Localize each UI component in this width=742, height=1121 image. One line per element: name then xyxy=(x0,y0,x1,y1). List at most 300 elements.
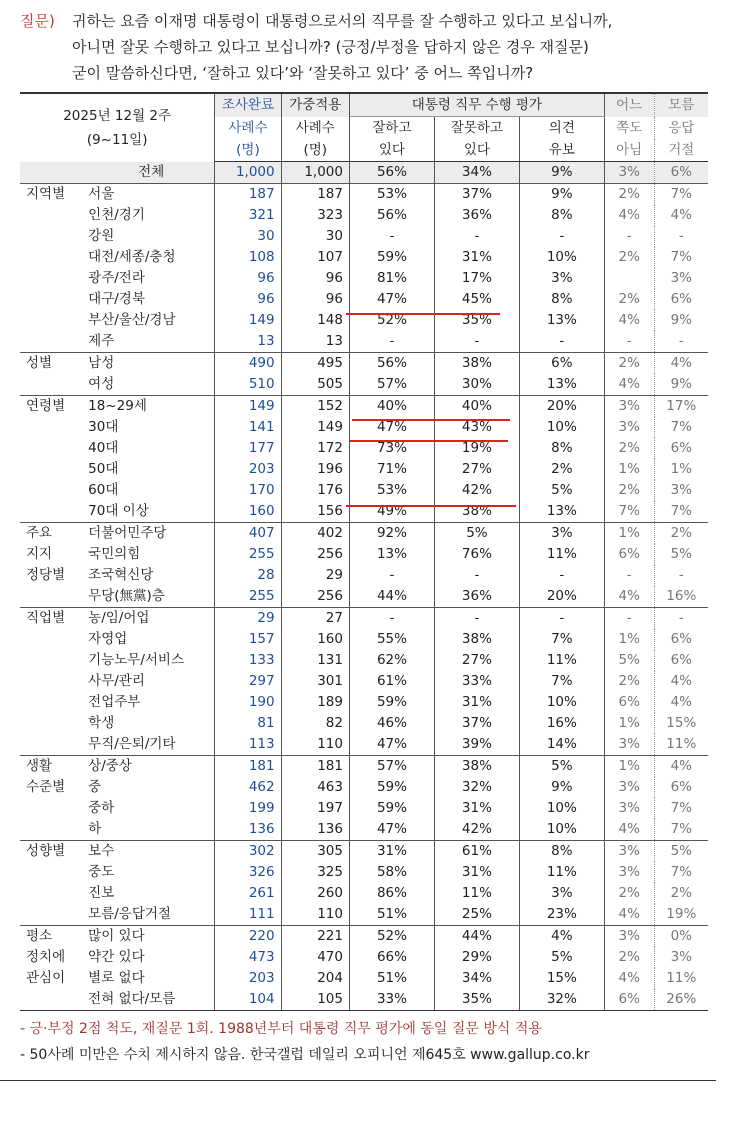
period-line2: (9~11일) xyxy=(86,131,148,148)
table-row xyxy=(20,671,708,692)
cell-reserved: 10% xyxy=(519,798,604,819)
group-label: 직업별 xyxy=(20,608,82,630)
footnote-source: - 50사례 미만은 수치 제시하지 않음. 한국갤럽 데일리 오피니언 제645호 www.gallup.co.kr xyxy=(20,1047,590,1063)
cell-good: 58% xyxy=(349,862,434,883)
row-label: 하 xyxy=(82,819,215,841)
cell-unknown: 17% xyxy=(654,396,708,418)
cell-neither: - xyxy=(604,226,654,247)
cell-good: 55% xyxy=(349,629,434,650)
cell-weighted: 181 xyxy=(281,756,349,778)
cell-neither: 2% xyxy=(604,671,654,692)
cell-bad: 36% xyxy=(434,586,519,608)
cell-good: 71% xyxy=(349,459,434,480)
row-label: 40대 xyxy=(82,438,215,459)
group-label xyxy=(20,417,82,438)
cell-reserved: - xyxy=(519,565,604,586)
cell-bad: 31% xyxy=(434,247,519,268)
cell-reserved: 8% xyxy=(519,841,604,863)
cell-unknown: - xyxy=(654,608,708,630)
cell-reserved: 7% xyxy=(519,629,604,650)
completed-header-2: 사례수 xyxy=(215,117,281,140)
row-label: 광주/전라 xyxy=(82,268,215,289)
cell-unknown: 4% xyxy=(654,353,708,375)
cell-unknown: 1% xyxy=(670,461,692,477)
cell-good: 59% xyxy=(349,692,434,713)
cell-weighted: 172 xyxy=(281,438,349,459)
question-line: 굳이 말씀하신다면, ‘잘하고 있다’와 ‘잘못하고 있다’ 중 어느 쪽입니까? xyxy=(72,64,534,82)
cell-bad: 27% xyxy=(434,459,519,480)
cell-weighted: 305 xyxy=(281,841,349,863)
cell-bad: 39% xyxy=(434,734,519,756)
cell-unknown: 9% xyxy=(670,376,692,392)
cell-good: 61% xyxy=(349,671,434,692)
group-label xyxy=(20,459,82,480)
cell-reserved: 10% xyxy=(519,819,604,841)
cell-good: 56% xyxy=(349,162,434,184)
row-label: 남성 xyxy=(82,353,215,375)
table-row xyxy=(20,968,708,989)
cell-completed: 104 xyxy=(215,989,281,1011)
table-row xyxy=(20,989,708,1011)
cell-reserved: - xyxy=(519,226,604,247)
group-label: 연령별 xyxy=(20,396,82,418)
row-label: 전업주부 xyxy=(82,692,215,713)
group-label: 수준별 xyxy=(26,779,66,795)
cell-completed: 473 xyxy=(215,947,281,968)
cell-good: 52% xyxy=(349,926,434,948)
cell-reserved: 8% xyxy=(519,289,604,310)
group-label xyxy=(20,734,82,756)
table-row xyxy=(20,289,708,310)
cell-bad: 19% xyxy=(434,438,519,459)
cell-bad: - xyxy=(434,565,519,586)
cell-good: 57% xyxy=(349,374,434,396)
cell-unknown: 6% xyxy=(670,440,692,456)
cell-completed: 326 xyxy=(215,862,281,883)
cell-bad: 31% xyxy=(434,692,519,713)
cell-completed: 13 xyxy=(215,331,281,353)
question-line: 귀하는 요즘 이재명 대통령이 대통령으로서의 직무를 잘 수행하고 있다고 보십니까, xyxy=(72,12,613,30)
row-label: 전혀 없다/모름 xyxy=(82,989,215,1011)
cell-completed: 141 xyxy=(215,417,281,438)
cell-neither: 6% xyxy=(604,989,654,1011)
cell-reserved: 20% xyxy=(519,586,604,608)
cell-unknown: 3% xyxy=(670,482,692,498)
row-label: 중 xyxy=(82,777,215,798)
row-label: 대전/세종/충청 xyxy=(82,247,215,268)
group-label xyxy=(20,713,82,734)
group-label: 성별 xyxy=(20,353,82,375)
cell-unknown: 2% xyxy=(654,523,708,545)
cell-neither: 1% xyxy=(604,713,654,734)
table-row xyxy=(20,841,708,863)
group-label: 생활 xyxy=(20,756,82,778)
cell-bad: 31% xyxy=(434,862,519,883)
cell-good: 44% xyxy=(349,586,434,608)
reserved-header-2: 유보 xyxy=(519,139,604,162)
table-row xyxy=(20,798,708,819)
cell-weighted: 107 xyxy=(281,247,349,268)
cell-bad: 42% xyxy=(434,819,519,841)
cell-completed: 149 xyxy=(215,396,281,418)
cell-reserved: 6% xyxy=(519,353,604,375)
cell-reserved: 5% xyxy=(519,756,604,778)
table-row xyxy=(20,162,708,184)
cell-unknown: 7% xyxy=(670,800,692,816)
cell-good: 46% xyxy=(349,713,434,734)
group-label: 주요 xyxy=(20,523,82,545)
unknown-header-1: 모름 xyxy=(654,93,708,117)
cell-good: 59% xyxy=(349,798,434,819)
cell-bad: 34% xyxy=(434,162,519,184)
cell-weighted: 505 xyxy=(281,374,349,396)
cell-neither: 3% xyxy=(604,777,654,798)
table-row xyxy=(20,862,708,883)
table-row xyxy=(20,650,708,671)
cell-bad: 30% xyxy=(434,374,519,396)
cell-bad: 17% xyxy=(434,268,519,289)
cell-completed: 149 xyxy=(215,310,281,331)
cell-unknown: 6% xyxy=(670,291,692,307)
cell-weighted: 470 xyxy=(281,947,349,968)
cell-neither: 3% xyxy=(604,841,654,863)
cell-reserved: 10% xyxy=(519,247,604,268)
cell-neither: 3% xyxy=(604,417,654,438)
row-label: 제주 xyxy=(82,331,215,353)
table-row xyxy=(20,713,708,734)
group-label xyxy=(20,480,82,501)
cell-reserved: 16% xyxy=(519,713,604,734)
cell-unknown: 4% xyxy=(670,207,692,223)
footnotes xyxy=(20,1016,730,1068)
group-label: 성향별 xyxy=(20,841,82,863)
row-label: 모름/응답거절 xyxy=(82,904,215,926)
group-label xyxy=(20,501,82,523)
row-label: 대구/경북 xyxy=(82,289,215,310)
cell-completed: 302 xyxy=(215,841,281,863)
group-label xyxy=(20,883,82,904)
cell-reserved: 3% xyxy=(519,523,604,545)
cell-weighted: 110 xyxy=(281,734,349,756)
group-label: 지지 xyxy=(26,546,53,562)
good-header-1: 잘하고 xyxy=(349,117,434,140)
table-row xyxy=(20,396,708,418)
cell-reserved: 3% xyxy=(519,268,604,289)
row-label: 약간 있다 xyxy=(82,947,215,968)
question-label: 질문) xyxy=(20,12,55,30)
row-label: 30대 xyxy=(82,417,215,438)
group-label xyxy=(20,650,82,671)
cell-weighted: 256 xyxy=(281,586,349,608)
table-row xyxy=(20,608,708,630)
cell-weighted: 105 xyxy=(281,989,349,1011)
cell-weighted: 160 xyxy=(281,629,349,650)
cell-unknown: 6% xyxy=(670,652,692,668)
cell-good: - xyxy=(349,608,434,630)
cell-completed: 407 xyxy=(215,523,281,545)
cell-reserved: 15% xyxy=(519,968,604,989)
cell-unknown: 7% xyxy=(670,864,692,880)
cell-completed: 113 xyxy=(215,734,281,756)
cell-reserved: 11% xyxy=(519,650,604,671)
table-row xyxy=(20,756,708,778)
cell-good: 59% xyxy=(349,777,434,798)
cell-unknown: 5% xyxy=(670,546,692,562)
cell-good: 56% xyxy=(349,353,434,375)
cell-neither: 2% xyxy=(604,247,654,268)
cell-completed: 490 xyxy=(215,353,281,375)
cell-good: 92% xyxy=(349,523,434,545)
row-label: 중하 xyxy=(82,798,215,819)
table-row xyxy=(20,692,708,713)
row-label: 인천/경기 xyxy=(82,205,215,226)
cell-neither: 2% xyxy=(604,947,654,968)
cell-neither: 3% xyxy=(604,396,654,418)
cell-good: 86% xyxy=(349,883,434,904)
group-label xyxy=(20,226,82,247)
table-body xyxy=(20,162,708,1011)
cell-bad: - xyxy=(434,331,519,353)
cell-unknown: 7% xyxy=(670,821,692,837)
cell-unknown: 11% xyxy=(666,970,697,986)
cell-bad: 61% xyxy=(434,841,519,863)
row-label: 자영업 xyxy=(82,629,215,650)
cell-unknown: 9% xyxy=(670,312,692,328)
group-label: 정당별 xyxy=(26,567,66,583)
neither-header-2: 쪽도 xyxy=(604,117,654,140)
row-label: 농/임/어업 xyxy=(82,608,215,630)
cell-reserved: 3% xyxy=(519,883,604,904)
cell-neither: 3% xyxy=(604,734,654,756)
cell-good: 51% xyxy=(349,904,434,926)
cell-good: 56% xyxy=(349,205,434,226)
cell-completed: 203 xyxy=(215,459,281,480)
cell-neither: 2% xyxy=(604,289,654,310)
cell-unknown: 6% xyxy=(670,631,692,647)
group-label xyxy=(20,989,82,1011)
row-label: 여성 xyxy=(82,374,215,396)
cell-neither: 4% xyxy=(604,374,654,396)
cell-bad: 38% xyxy=(434,501,519,523)
good-header-2: 있다 xyxy=(349,139,434,162)
cell-bad: 76% xyxy=(434,544,519,565)
table-row xyxy=(20,883,708,904)
group-label xyxy=(20,310,82,331)
table-row xyxy=(20,734,708,756)
cell-weighted: 13 xyxy=(281,331,349,353)
group-label xyxy=(20,438,82,459)
cell-unknown: 19% xyxy=(666,906,697,922)
cell-neither: - xyxy=(604,565,654,586)
bad-header-1: 잘못하고 xyxy=(434,117,519,140)
cell-good: 81% xyxy=(349,268,434,289)
highlight-underline xyxy=(346,505,516,507)
cell-good: 47% xyxy=(349,289,434,310)
cell-unknown: 3% xyxy=(670,949,692,965)
row-label: 보수 xyxy=(82,841,215,863)
row-label: 무당(無黨)층 xyxy=(82,586,215,608)
cell-unknown: 7% xyxy=(670,419,692,435)
cell-bad: 42% xyxy=(434,480,519,501)
cell-bad: - xyxy=(434,226,519,247)
cell-reserved: 13% xyxy=(519,310,604,331)
cell-bad: 37% xyxy=(434,184,519,206)
cell-good: 40% xyxy=(349,396,434,418)
cell-good: 57% xyxy=(349,756,434,778)
row-label: 조국혁신당 xyxy=(82,565,215,586)
cell-weighted: 495 xyxy=(281,353,349,375)
cell-good: 47% xyxy=(349,819,434,841)
cell-unknown: 4% xyxy=(654,756,708,778)
cell-reserved: 14% xyxy=(519,734,604,756)
cell-bad: 29% xyxy=(434,947,519,968)
row-label: 부산/울산/경남 xyxy=(82,310,215,331)
cell-bad: 36% xyxy=(434,205,519,226)
group-label xyxy=(20,331,82,353)
cell-reserved: 11% xyxy=(519,862,604,883)
cell-neither: 1% xyxy=(604,629,654,650)
row-label: 강원 xyxy=(82,226,215,247)
row-label: 60대 xyxy=(82,480,215,501)
cell-good: 33% xyxy=(349,989,434,1011)
cell-neither: 4% xyxy=(604,819,654,841)
highlight-underline xyxy=(346,313,500,315)
cell-unknown: 7% xyxy=(654,184,708,206)
cell-good: - xyxy=(349,565,434,586)
cell-weighted: 30 xyxy=(281,226,349,247)
cell-completed: 203 xyxy=(215,968,281,989)
group-label xyxy=(20,671,82,692)
cell-weighted: 402 xyxy=(281,523,349,545)
cell-reserved: 20% xyxy=(519,396,604,418)
row-label: 무직/은퇴/기타 xyxy=(82,734,215,756)
bottom-divider xyxy=(0,1080,716,1081)
cell-neither: 4% xyxy=(604,310,654,331)
cell-unknown: 4% xyxy=(670,694,692,710)
group-label xyxy=(20,692,82,713)
cell-weighted: 260 xyxy=(281,883,349,904)
row-label: 70대 이상 xyxy=(82,501,215,523)
cell-unknown: 4% xyxy=(670,673,692,689)
cell-reserved: 10% xyxy=(519,692,604,713)
row-label: 많이 있다 xyxy=(82,926,215,948)
group-label: 정치에 xyxy=(26,949,66,965)
cell-weighted: 149 xyxy=(281,417,349,438)
cell-unknown: 0% xyxy=(654,926,708,948)
cell-good: 31% xyxy=(349,841,434,863)
period-line1: 2025년 12월 2주 xyxy=(63,107,172,124)
unknown-header-3: 거절 xyxy=(654,139,708,162)
cell-neither: 1% xyxy=(604,459,654,480)
cell-weighted: 148 xyxy=(281,310,349,331)
cell-neither: 1% xyxy=(604,756,654,778)
table-row xyxy=(20,247,708,268)
cell-unknown: 16% xyxy=(666,588,697,604)
cell-unknown: - xyxy=(678,333,684,349)
cell-completed: 1,000 xyxy=(215,162,281,184)
cell-good: 52% xyxy=(349,310,434,331)
cell-completed: 510 xyxy=(215,374,281,396)
cell-unknown: - xyxy=(678,228,684,244)
bad-header-2: 있다 xyxy=(434,139,519,162)
table-row xyxy=(20,819,708,841)
cell-good: 13% xyxy=(349,544,434,565)
cell-completed: 170 xyxy=(215,480,281,501)
table-row xyxy=(20,565,708,586)
cell-weighted: 463 xyxy=(281,777,349,798)
table-row xyxy=(20,459,708,480)
cell-good: - xyxy=(349,331,434,353)
cell-weighted: 325 xyxy=(281,862,349,883)
row-label: 상/중상 xyxy=(82,756,215,778)
cell-good: 66% xyxy=(349,947,434,968)
cell-weighted: 131 xyxy=(281,650,349,671)
row-label: 18~29세 xyxy=(82,396,215,418)
cell-reserved: 9% xyxy=(519,162,604,184)
row-label: 진보 xyxy=(82,883,215,904)
cell-bad: - xyxy=(434,608,519,630)
cell-completed: 255 xyxy=(215,586,281,608)
group-label xyxy=(20,629,82,650)
cell-reserved: 13% xyxy=(519,374,604,396)
cell-unknown: 3% xyxy=(670,270,692,286)
cell-neither: 2% xyxy=(604,184,654,206)
cell-neither: - xyxy=(604,331,654,353)
cell-completed: 136 xyxy=(215,819,281,841)
cell-completed: 187 xyxy=(215,184,281,206)
cell-unknown: 6% xyxy=(670,779,692,795)
cell-weighted: 156 xyxy=(281,501,349,523)
cell-weighted: 256 xyxy=(281,544,349,565)
group-label xyxy=(20,586,82,608)
cell-bad: 37% xyxy=(434,713,519,734)
group-label xyxy=(20,904,82,926)
approval-table xyxy=(20,92,708,1011)
cell-bad: 45% xyxy=(434,289,519,310)
cell-neither: 4% xyxy=(604,586,654,608)
cell-completed: 96 xyxy=(215,268,281,289)
cell-weighted: 82 xyxy=(281,713,349,734)
cell-completed: 160 xyxy=(215,501,281,523)
table-row xyxy=(20,226,708,247)
group-label xyxy=(20,862,82,883)
row-label: 중도 xyxy=(82,862,215,883)
cell-reserved: 11% xyxy=(519,544,604,565)
cell-weighted: 96 xyxy=(281,268,349,289)
cell-completed: 321 xyxy=(215,205,281,226)
cell-completed: 181 xyxy=(215,756,281,778)
cell-completed: 157 xyxy=(215,629,281,650)
row-label: 서울 xyxy=(82,184,215,206)
cell-bad: 35% xyxy=(434,989,519,1011)
cell-reserved: 32% xyxy=(519,989,604,1011)
completed-header-1: 조사완료 xyxy=(215,93,281,117)
cell-weighted: 176 xyxy=(281,480,349,501)
cell-weighted: 136 xyxy=(281,819,349,841)
group-label xyxy=(20,819,82,841)
cell-completed: 297 xyxy=(215,671,281,692)
cell-weighted: 187 xyxy=(281,184,349,206)
cell-bad: 40% xyxy=(434,396,519,418)
table-header xyxy=(20,93,708,162)
table-row xyxy=(20,268,708,289)
cell-unknown: 5% xyxy=(654,841,708,863)
footnote-method: - 긍·부정 2점 척도, 재질문 1회. 1988년부터 대통령 직무 평가에 동일 질문 방식 적용 xyxy=(20,1021,542,1037)
weighted-header-3: (명) xyxy=(281,139,349,162)
row-label: 더불어민주당 xyxy=(82,523,215,545)
table-row xyxy=(20,947,708,968)
cell-good: 51% xyxy=(349,968,434,989)
